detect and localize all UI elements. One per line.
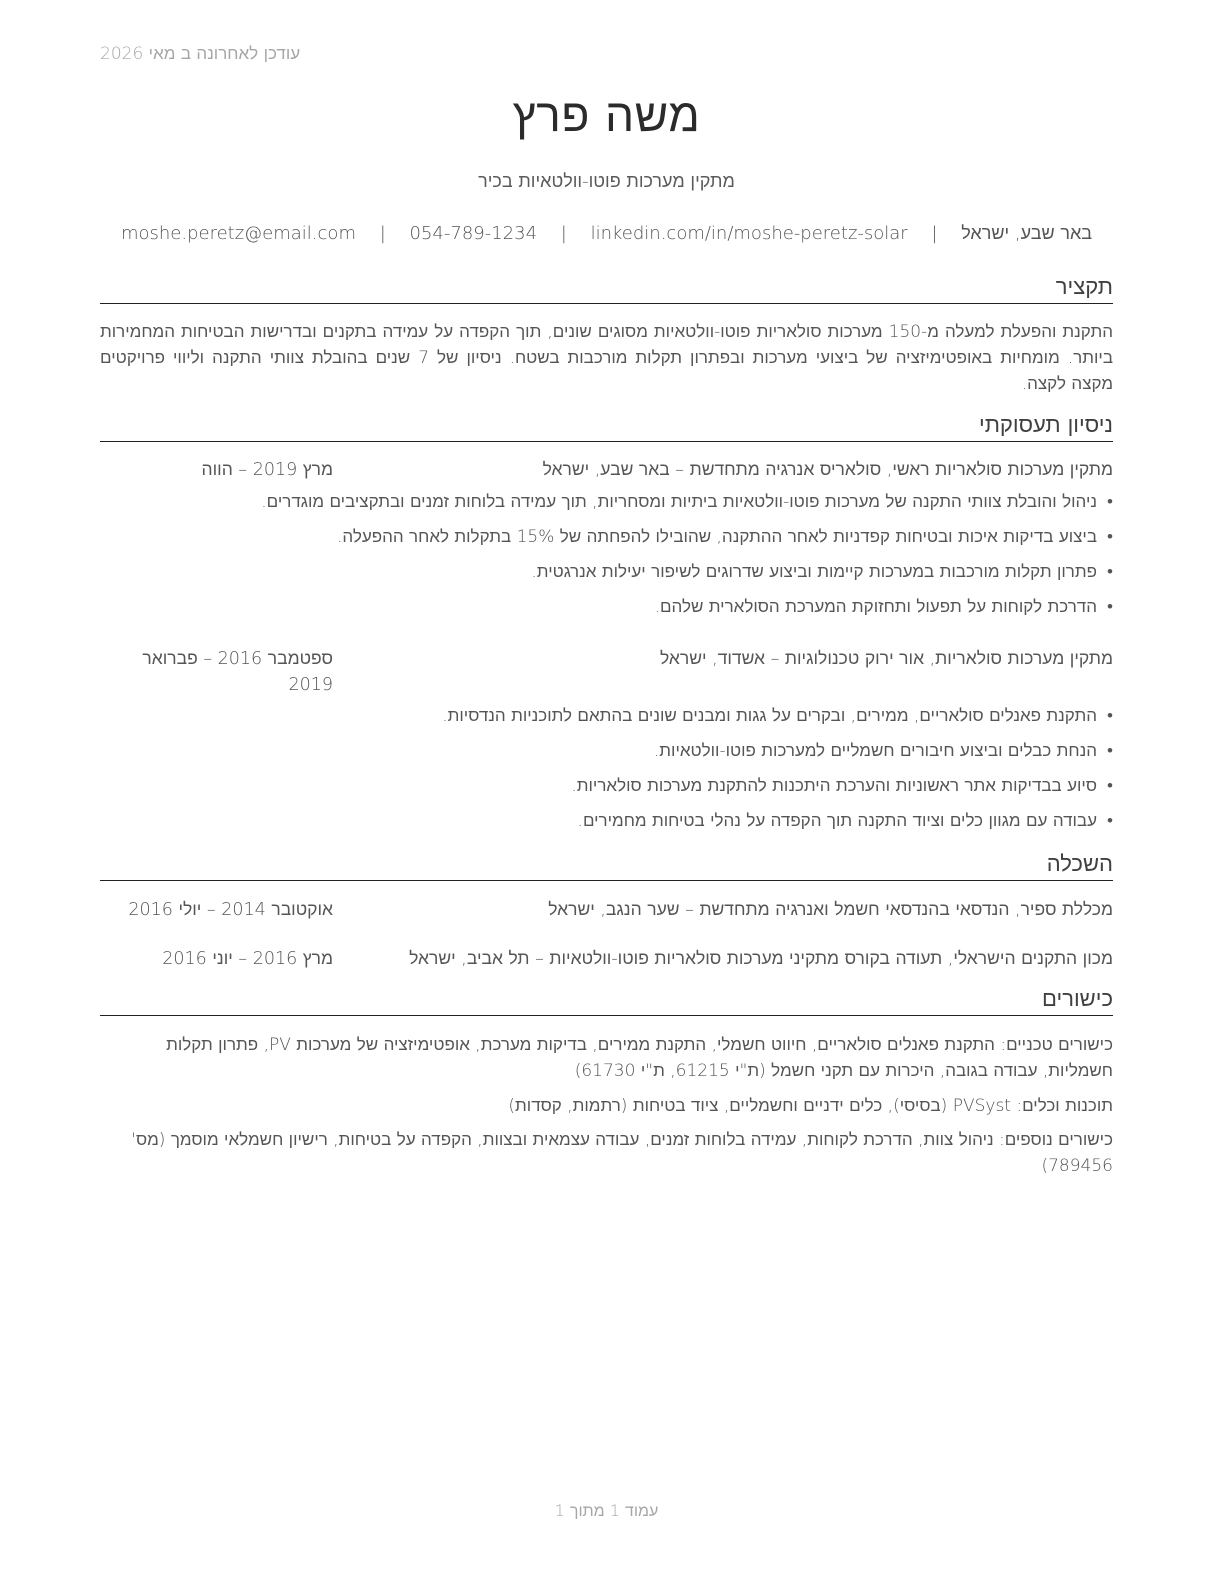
section-heading-skills: כישורים (100, 986, 1113, 1016)
skills-technical: כישורים טכניים: התקנת פאנלים סולאריים, חיווט חשמלי, התקנת ממירים, בדיקות מערכת, אופטימיזציה של מערכות PV, פתרון תקלות חשמליות, עבודה בגובה, היכרות עם תקני חשמל (ת"י 61215, ת"י 61730) (166, 1035, 1113, 1081)
experience-role: מתקין מערכות סולאריות, אור ירוק טכנולוגיות – אשדוד, ישראל (659, 649, 1113, 669)
bullet-item: • עבודה עם מגוון כלים וציוד התקנה תוך הקפדה על נהלי בטיחות מחמירים. (100, 808, 1113, 843)
summary-text: התקנת והפעלת למעלה מ-150 מערכות סולאריות פוטו-וולטאיות מסוגים שונים, תוך הקפדה על עמידה בתקנים ובדרישות הבטיחות המחמירות ביותר. מומחיות באופטימיזציה של ביצועי מערכות ובפתרון תקלות מורכבות בשטח. ניסיון של 7 שנים בהובלת צוותי התקנה וליווי פרויקטים מקצה לקצה. (100, 322, 1114, 394)
skills-software: תוכנות וכלים: PVSyst (בסיסי), כלים ידניים וחשמליים, ציוד בטיחות (רתמות, קסדות) (508, 1096, 1113, 1116)
resume-page (100, 0, 1113, 1584)
experience-date: ספטמבר 2016 – פברואר 2019 (142, 649, 333, 695)
contact-phone[interactable]: 054-789-1234 (409, 223, 538, 244)
education-institution: מכללת ספיר, הנדסאי בהנדסאי חשמל ואנרגיה מתחדשת – שער הנגב, ישראל (548, 900, 1113, 920)
job-title: מתקין מערכות פוטו-וולטאיות בכיר (478, 171, 735, 192)
section-heading-summary: תקציר (100, 274, 1113, 304)
bullet-item: • התקנת פאנלים סולאריים, ממירים, ובקרים על גגות ומבנים שונים בהתאם לתוכניות הנדסיות. (100, 703, 1113, 738)
contact-email[interactable]: moshe.peretz@email.com (120, 223, 356, 244)
bullet-item: • ניהול והובלת צוותי התקנה של מערכות פוטו-וולטאיות ביתיות ומסחריות, תוך עמידה בלוחות זמנים ובתקציבים מוגדרים. (100, 489, 1113, 524)
experience-bullets (100, 703, 1113, 843)
page-number: עמוד 1 מתוך 1 (554, 1501, 659, 1520)
experience-date: מרץ 2019 – הווה (201, 460, 333, 480)
experience-bullets (100, 489, 1113, 629)
contact-location: באר שבע, ישראל (961, 223, 1093, 244)
bullet-item: • הנחת כבלים וביצוע חיבורים חשמליים למערכות פוטו-וולטאיות. (100, 738, 1113, 773)
education-institution: מכון התקנים הישראלי, תעודה בקורס מתקיני מערכות סולאריות פוטו-וולטאיות – תל אביב, ישראל (409, 949, 1113, 969)
candidate-name: משה פרץ (512, 88, 701, 142)
bullet-item: • הדרכת לקוחות על תפעול ותחזוקת המערכת הסולארית שלהם. (100, 594, 1113, 629)
education-date: אוקטובר 2014 – יולי 2016 (128, 900, 333, 920)
bullet-item: • פתרון תקלות מורכבות במערכות קיימות וביצוע שדרוגים לשיפור יעילות אנרגטית. (100, 559, 1113, 594)
last-updated: עודכן לאחרונה ב מאי 2026 (100, 44, 301, 64)
section-heading-experience: ניסיון תעסוקתי (100, 412, 1113, 442)
skills-additional: כישורים נוספים: ניהול צוות, הדרכת לקוחות, עמידה בלוחות זמנים, עבודה עצמאית ובצוות, הקפדה על בטיחות, רישיון חשמלאי מוסמך (מס' 789456) (131, 1130, 1113, 1176)
contact-separator: | (379, 223, 386, 244)
contact-separator: | (560, 223, 567, 244)
bullet-item: • ביצוע בדיקות איכות ובטיחות קפדניות לאחר ההתקנה, שהובילו להפחתה של 15% בתקלות לאחר ההפעלה. (100, 524, 1113, 559)
contact-linkedin[interactable]: linkedin.com/in/moshe-peretz-solar (590, 223, 908, 244)
contact-separator: | (931, 223, 938, 244)
experience-role: מתקין מערכות סולאריות ראשי, סולאריס אנרגיה מתחדשת – באר שבע, ישראל (542, 460, 1113, 480)
contact-line (100, 223, 1113, 244)
section-heading-education: השכלה (100, 851, 1113, 881)
bullet-item: • סיוע בבדיקות אתר ראשוניות והערכת היתכנות להתקנת מערכות סולאריות. (100, 773, 1113, 808)
education-date: מרץ 2016 – יוני 2016 (162, 949, 333, 969)
